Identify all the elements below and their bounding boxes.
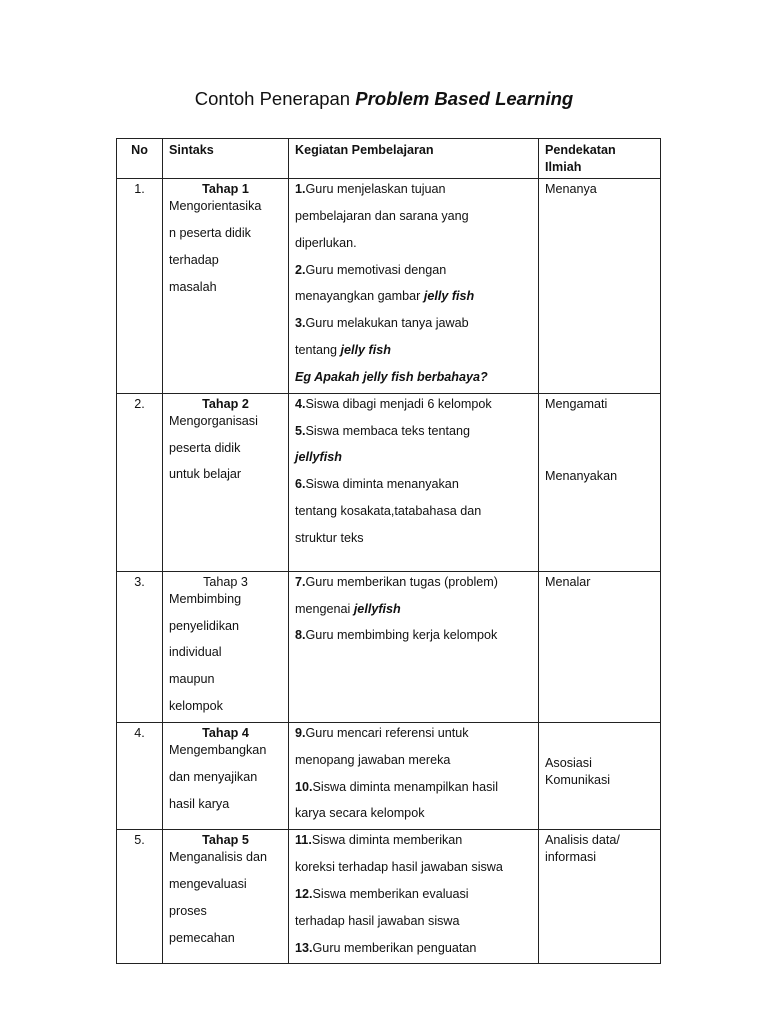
step-number: 10. <box>295 779 313 794</box>
pendekatan-text: Analisis data/ <box>545 833 620 848</box>
kegiatan-line <box>295 908 532 935</box>
step-number: 9. <box>295 725 306 740</box>
cell-sintaks <box>163 571 289 722</box>
kegiatan-text: Siswa membaca teks tentang <box>305 423 471 438</box>
kegiatan-text: Guru membimbing kerja kelompok <box>305 628 498 643</box>
sintaks-line: Menganalisis dan <box>169 850 268 865</box>
tahap-label: Tahap 2 <box>202 396 249 411</box>
cell-kegiatan <box>289 722 539 829</box>
kegiatan-text: Guru menjelaskan tujuan <box>305 182 446 196</box>
kegiatan-text: Guru memberikan penguatan <box>312 940 477 955</box>
cell-no: 5. <box>117 830 163 964</box>
table-row <box>117 571 661 722</box>
kegiatan-text: tentang <box>295 342 341 357</box>
kegiatan-line <box>295 310 532 337</box>
header-sintaks: Sintaks <box>163 139 289 179</box>
sintaks-line: terhadap <box>169 252 219 267</box>
kegiatan-text: Siswa diminta menanyakan <box>305 477 459 492</box>
kegiatan-line <box>295 832 532 849</box>
table-row <box>117 830 661 964</box>
tahap-label: Tahap 1 <box>202 182 249 196</box>
kegiatan-line <box>295 525 532 552</box>
cell-kegiatan <box>289 830 539 964</box>
sintaks-line: peserta didik <box>169 440 241 455</box>
table-row <box>117 722 661 829</box>
sintaks-line: penyelidikan <box>169 618 240 633</box>
table-row <box>117 179 661 394</box>
cell-sintaks <box>163 179 289 394</box>
sintaks-line: Mengembangkan <box>169 742 267 757</box>
pendekatan-text: Menalar <box>545 574 591 589</box>
pendekatan-text: Mengamati <box>545 396 608 411</box>
kegiatan-line <box>295 574 532 591</box>
italic-term: jellyfish <box>353 601 401 616</box>
italic-term: Eg Apakah jelly fish berbahaya? <box>295 369 488 384</box>
sintaks-line: Mengorientasika <box>169 199 262 213</box>
pendekatan-text: Komunikasi <box>545 772 611 787</box>
kegiatan-text: menayangkan gambar <box>295 289 424 304</box>
sintaks-line: pemecahan <box>169 930 235 945</box>
kegiatan-text: diperlukan. <box>295 235 357 250</box>
sintaks-line: dan menyajikan <box>169 769 258 784</box>
sintaks-line: individual <box>169 645 222 660</box>
step-number: 6. <box>295 477 306 492</box>
sintaks-line: hasil karya <box>169 796 230 811</box>
tahap-label: Tahap 5 <box>202 833 249 848</box>
kegiatan-text: mengenai <box>295 601 354 616</box>
kegiatan-line <box>295 622 532 649</box>
kegiatan-line <box>295 774 532 801</box>
cell-no: 3. <box>117 571 163 722</box>
sintaks-line: Mengorganisasi <box>169 413 258 428</box>
pendekatan-text: informasi <box>545 850 597 865</box>
kegiatan-line <box>295 230 532 257</box>
step-number: 12. <box>295 886 313 901</box>
kegiatan-line <box>295 337 532 364</box>
title-prefix: Contoh Penerapan <box>194 88 356 109</box>
header-pendekatan: Pendekatan Ilmiah <box>539 139 661 179</box>
sintaks-line: Membimbing <box>169 591 242 606</box>
table-body <box>117 179 661 964</box>
kegiatan-line <box>295 364 532 391</box>
kegiatan-text: pembelajaran dan sarana yang <box>295 209 469 223</box>
kegiatan-text: Siswa diminta memberikan <box>311 833 463 848</box>
pbl-table <box>116 138 661 964</box>
cell-pendekatan <box>539 571 661 722</box>
kegiatan-line <box>295 725 532 742</box>
step-number: 4. <box>295 396 306 411</box>
kegiatan-text: Guru mencari referensi untuk <box>305 725 469 740</box>
cell-kegiatan <box>289 179 539 394</box>
tahap-label: Tahap 4 <box>202 725 249 740</box>
italic-term: jellyfish <box>295 450 342 465</box>
cell-sintaks <box>163 393 289 571</box>
sintaks-line: proses <box>169 903 207 918</box>
kegiatan-text: struktur teks <box>295 530 364 545</box>
cell-no: 4. <box>117 722 163 829</box>
page-title <box>0 88 768 110</box>
title-emphasis: Problem Based Learning <box>355 88 574 109</box>
kegiatan-line <box>295 747 532 774</box>
kegiatan-line <box>295 881 532 908</box>
sintaks-line: mengevaluasi <box>169 877 247 892</box>
step-number: 2. <box>295 262 306 277</box>
kegiatan-text: menopang jawaban mereka <box>295 752 451 767</box>
cell-pendekatan <box>539 393 661 571</box>
kegiatan-text: Guru melakukan tanya jawab <box>305 316 469 331</box>
kegiatan-line <box>295 257 532 284</box>
tahap-label: Tahap 3 <box>203 574 248 589</box>
kegiatan-line <box>295 283 532 310</box>
italic-term: jelly fish <box>423 289 475 304</box>
kegiatan-line <box>295 181 532 198</box>
kegiatan-line <box>295 854 532 881</box>
kegiatan-line <box>295 800 532 827</box>
sintaks-line: masalah <box>169 279 217 294</box>
sintaks-line: n peserta didik <box>169 226 251 240</box>
kegiatan-text: Guru memberikan tugas (problem) <box>305 574 498 589</box>
kegiatan-text: Guru memotivasi dengan <box>305 262 447 277</box>
step-number: 1. <box>295 182 306 196</box>
kegiatan-line <box>295 203 532 230</box>
kegiatan-text: terhadap hasil jawaban siswa <box>295 913 460 928</box>
sintaks-line: kelompok <box>169 698 223 713</box>
cell-pendekatan <box>539 722 661 829</box>
kegiatan-line <box>295 471 532 498</box>
cell-kegiatan <box>289 571 539 722</box>
pendekatan-text: Menanya <box>545 182 597 196</box>
cell-kegiatan <box>289 393 539 571</box>
cell-sintaks <box>163 722 289 829</box>
kegiatan-line <box>295 935 532 962</box>
sintaks-line: untuk belajar <box>169 467 242 482</box>
kegiatan-text: Siswa memberikan evaluasi <box>312 886 469 901</box>
kegiatan-text: karya secara kelompok <box>295 806 425 821</box>
cell-pendekatan <box>539 830 661 964</box>
kegiatan-line <box>295 444 532 471</box>
kegiatan-text: koreksi terhadap hasil jawaban siswa <box>295 860 503 875</box>
italic-term: jelly fish <box>340 342 391 357</box>
pendekatan-text: Menanyakan <box>545 468 618 483</box>
cell-sintaks <box>163 830 289 964</box>
step-number: 3. <box>295 316 306 331</box>
step-number: 7. <box>295 574 306 589</box>
kegiatan-line <box>295 498 532 525</box>
step-number: 13. <box>295 940 313 955</box>
step-number: 11. <box>295 833 312 848</box>
kegiatan-text: tentang kosakata,tatabahasa dan <box>295 503 482 518</box>
pendekatan-text: Asosiasi <box>545 755 592 770</box>
step-number: 5. <box>295 423 306 438</box>
kegiatan-line <box>295 396 532 413</box>
kegiatan-line <box>295 596 532 623</box>
kegiatan-text: Siswa diminta menampilkan hasil <box>312 779 499 794</box>
cell-pendekatan <box>539 179 661 394</box>
cell-no: 1. <box>117 179 163 394</box>
cell-no: 2. <box>117 393 163 571</box>
header-kegiatan: Kegiatan Pembelajaran <box>289 139 539 179</box>
kegiatan-text: Siswa dibagi menjadi 6 kelompok <box>305 396 492 411</box>
sintaks-line: maupun <box>169 672 215 687</box>
kegiatan-line <box>295 418 532 445</box>
header-no: No <box>117 139 163 179</box>
table-row <box>117 393 661 571</box>
table-header-row <box>117 139 661 179</box>
step-number: 8. <box>295 628 306 643</box>
